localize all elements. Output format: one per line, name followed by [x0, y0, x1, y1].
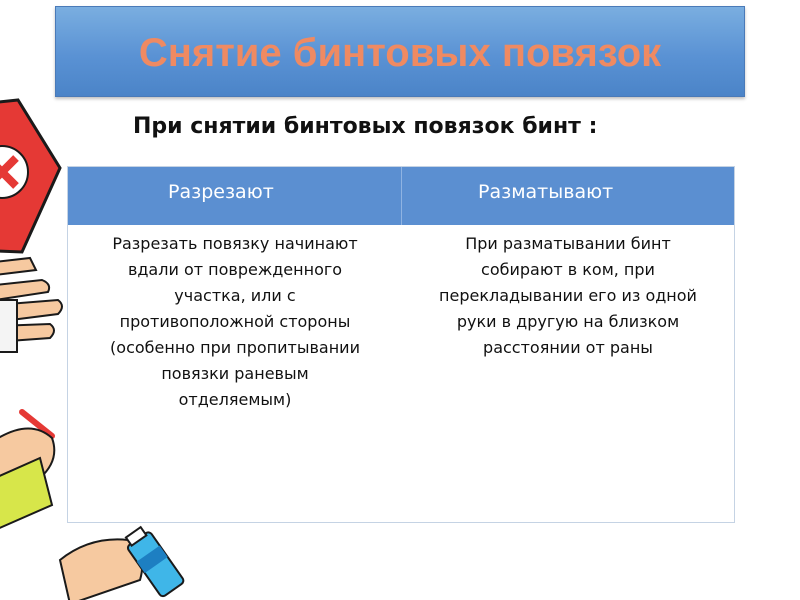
- subtitle: При снятии бинтовых повязок бинт :: [133, 114, 598, 139]
- table-cell-unwind: При разматывании бинт собирают в ком, при перекладывании его из одной руки в другую на близком расстоянии от раны: [439, 234, 697, 357]
- table-header-row: [68, 167, 734, 225]
- column-header-cut: Разрезают: [168, 181, 274, 203]
- title-banner: [55, 6, 745, 97]
- table-cell-cut: Разрезать повязку начинают вдали от поврежденного участка, или с противоположной стороны (особенно при пропитывании повязки раневым отделяемым): [110, 234, 360, 409]
- hand-with-bandage-roll-icon: [0, 412, 54, 530]
- page-title: Снятие бинтовых повязок: [138, 31, 662, 75]
- hand-with-spray-bottle-icon: [60, 524, 185, 600]
- header-divider: [401, 167, 402, 225]
- comparison-table: [67, 166, 735, 523]
- column-header-unwind: Разматывают: [478, 181, 614, 203]
- bandaged-hand-icon: [0, 258, 62, 352]
- first-aid-cross-icon: [0, 100, 60, 252]
